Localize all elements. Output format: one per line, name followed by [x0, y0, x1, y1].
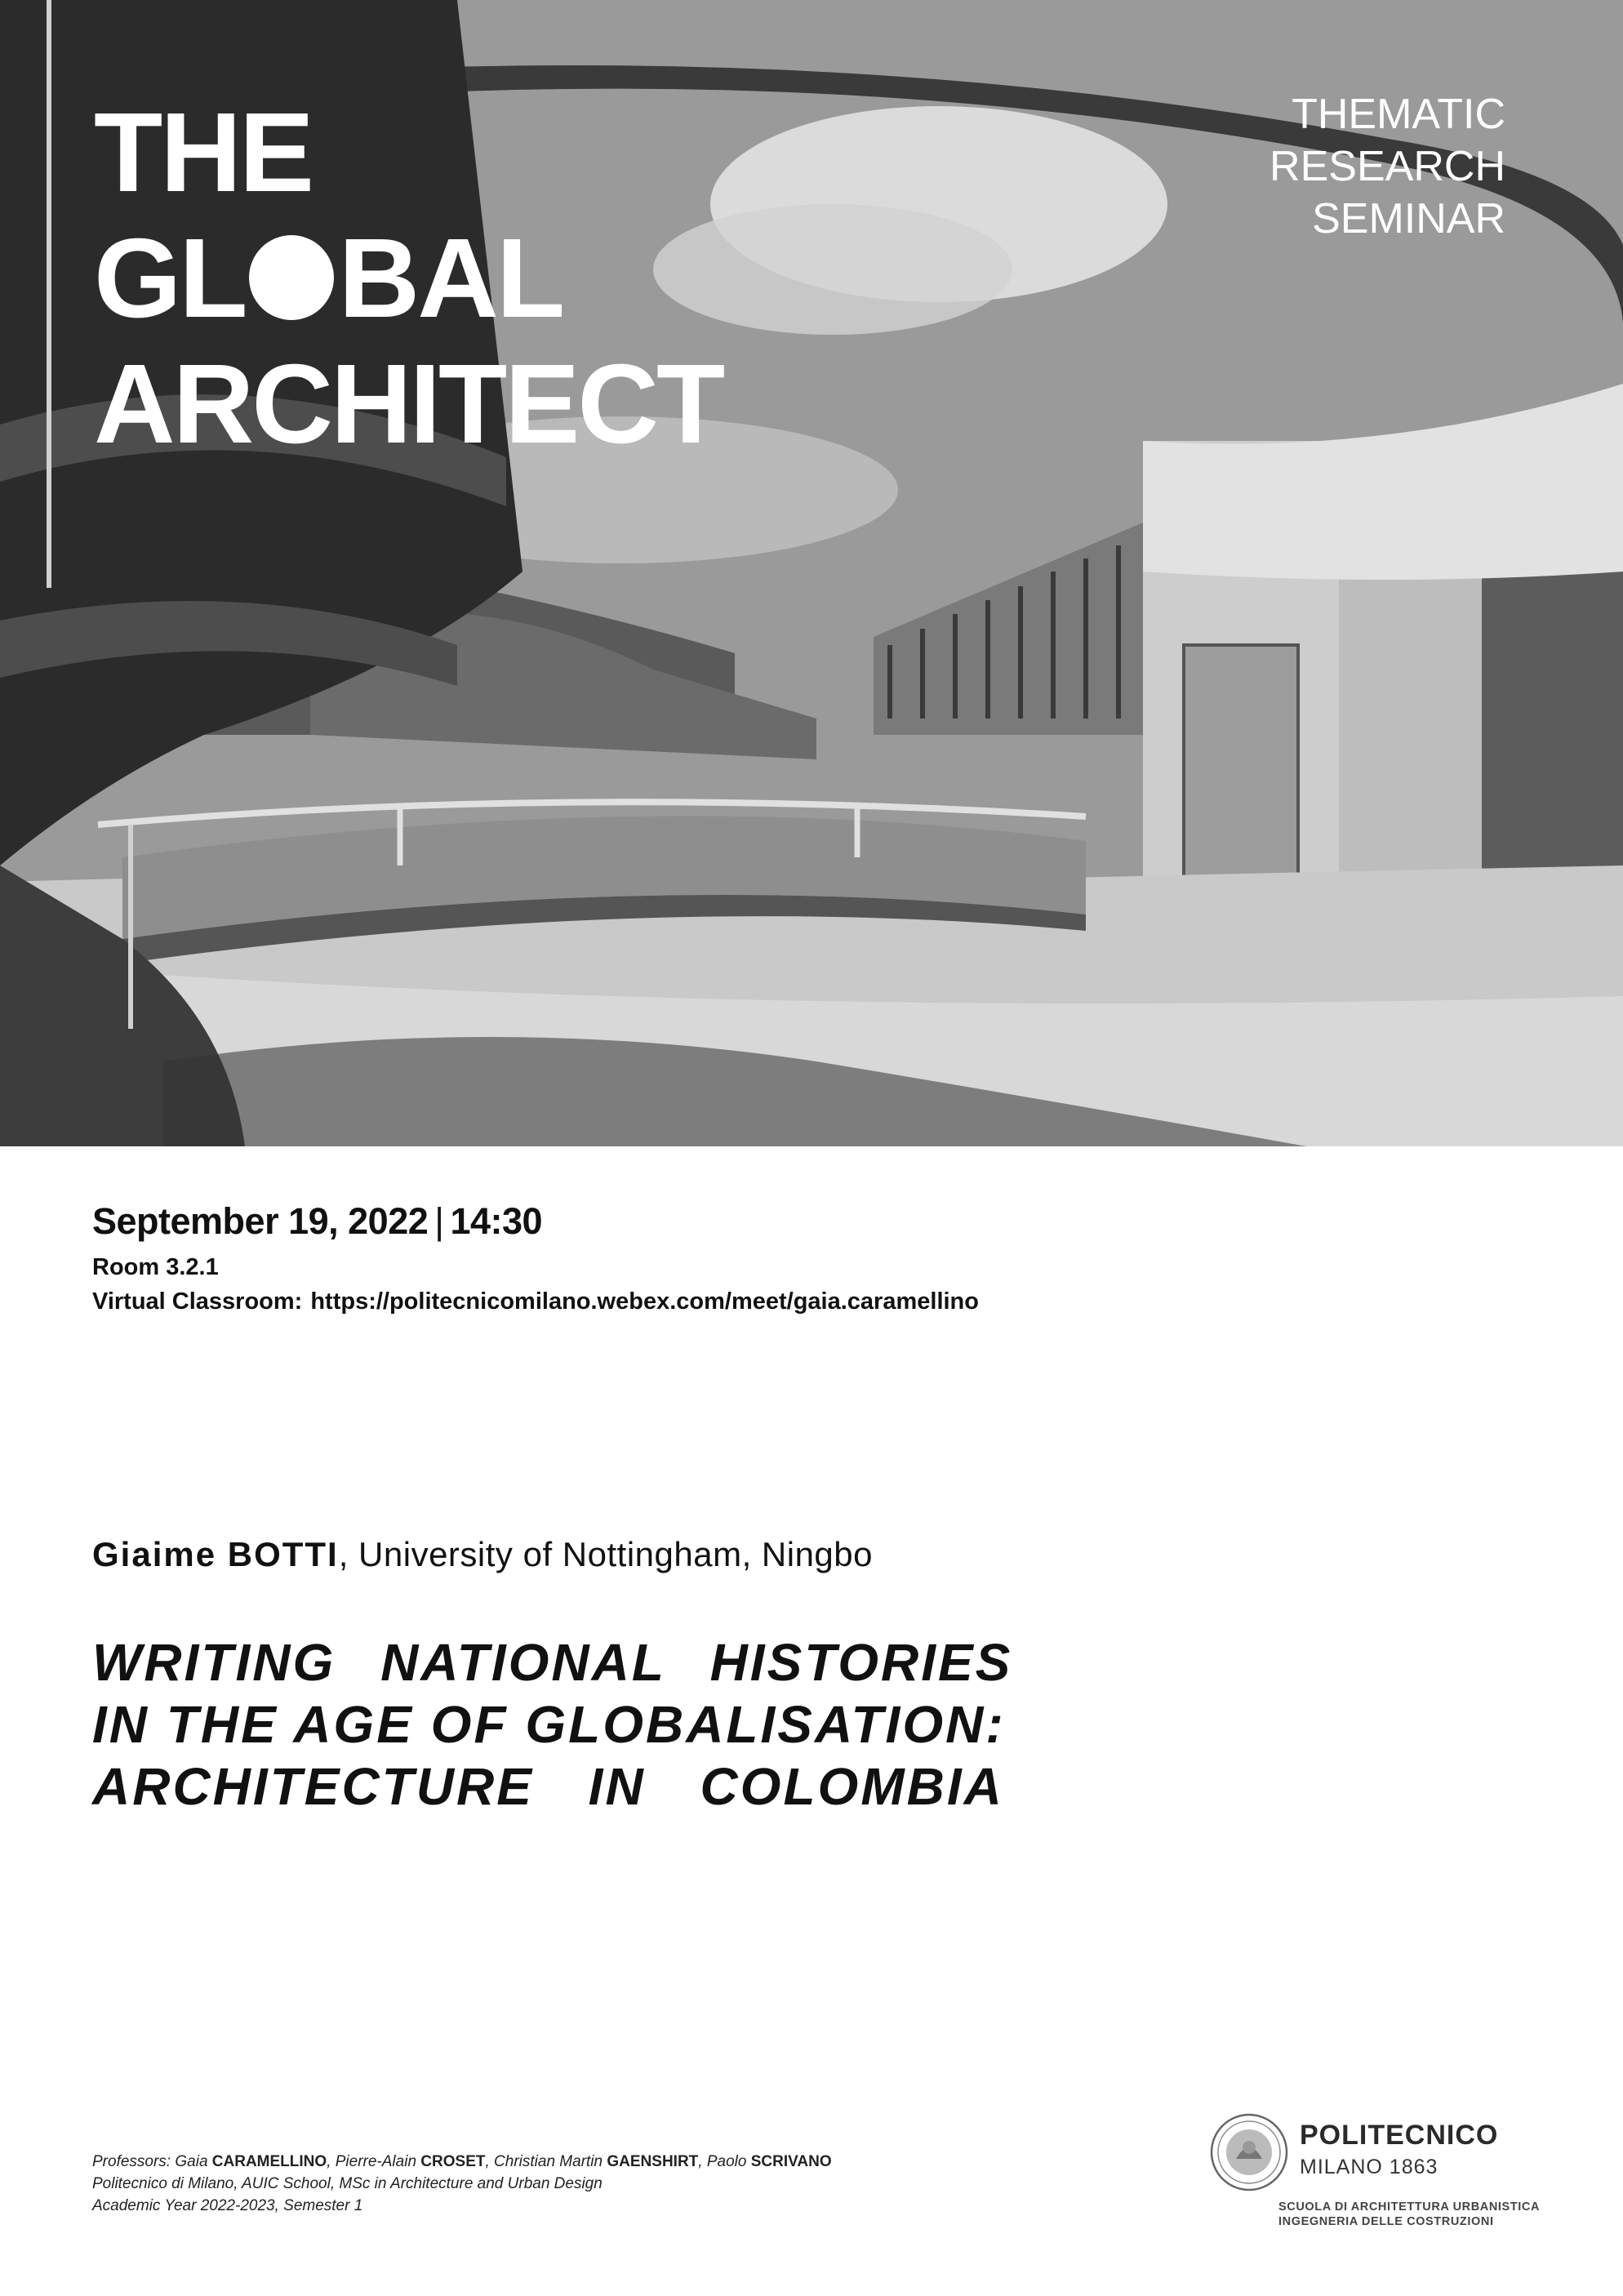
date-time-separator: |: [434, 1200, 444, 1242]
professor-1-first: Gaia: [175, 2153, 208, 2170]
university-name: POLITECNICO: [1300, 2120, 1499, 2151]
title-line-2: [94, 216, 723, 341]
school-line: Politecnico di Milano, AUIC School, MSc in Architecture and Urban Design: [92, 2175, 603, 2192]
title-line-1: THE: [94, 90, 312, 216]
politecnico-logo: [1208, 2111, 1551, 2234]
professor-2-last: CROSET: [420, 2153, 486, 2170]
title-line-3: ARCHITECT: [94, 341, 723, 467]
virtual-classroom-label: Virtual Classroom:: [92, 1288, 303, 1315]
professor-4-first: Paolo: [706, 2153, 747, 2170]
talk-title-line-1: WRITING NATIONAL HISTORIES: [92, 1633, 1013, 1692]
virtual-classroom: [92, 1288, 979, 1315]
speaker-line: [92, 1535, 873, 1574]
virtual-classroom-link[interactable]: https://politecnicomilano.webex.com/meet/gaia.caramellino: [310, 1288, 979, 1315]
talk-title-line-3: ARCHITECTURE IN COLOMBIA: [92, 1757, 1004, 1816]
academic-year-line: Academic Year 2022-2023, Semester 1: [92, 2197, 363, 2214]
professors-line: Professors: Gaia CARAMELLINO, Pierre-Alain CROSET, Christian Martin GAENSHIRT, Paolo SCRIVANO: [92, 2153, 832, 2170]
university-seal-icon: [1208, 2111, 1290, 2193]
professor-2-first: Pierre-Alain: [335, 2153, 417, 2170]
professor-3-last: GAENSHIRT: [607, 2153, 699, 2170]
professor-4-last: SCRIVANO: [750, 2153, 832, 2170]
event-date-time: [92, 1200, 542, 1243]
university-city: MILANO 1863: [1300, 2156, 1438, 2178]
event-time: 14:30: [450, 1200, 543, 1242]
event-date: September 19, 2022: [92, 1200, 429, 1242]
talk-title-line-2: IN THE AGE OF GLOBALISATION:: [92, 1695, 1006, 1754]
hero-photo: [0, 0, 1623, 1146]
kicker-line-3: SEMINAR: [1312, 195, 1505, 243]
professors-label: Professors:: [92, 2153, 171, 2170]
talk-title: [92, 1631, 1012, 1818]
speaker-affiliation: , University of Nottingham, Ningbo: [338, 1535, 873, 1573]
school-name-line-2: INGEGNERIA DELLE COSTRUZIONI: [1278, 2215, 1494, 2228]
speaker-name: Giaime BOTTI: [92, 1535, 339, 1573]
school-name: [1278, 2200, 1540, 2229]
poster-title: [94, 90, 723, 467]
professor-1-last: CARAMELLINO: [211, 2153, 327, 2170]
globe-dot-icon: [249, 235, 334, 320]
school-name-line-1: SCUOLA DI ARCHITETTURA URBANISTICA: [1278, 2200, 1541, 2214]
title-line-2-end: BAL: [338, 216, 563, 341]
kicker-line-1: THEMATIC: [1292, 91, 1505, 138]
professor-3-first: Christian Martin: [494, 2153, 603, 2170]
title-line-2-start: GL: [94, 216, 246, 341]
footer-credits: [92, 2151, 832, 2217]
event-room: Room 3.2.1: [92, 1254, 219, 1280]
kicker-line-2: RESEARCH: [1269, 143, 1505, 190]
seminar-kicker: [1269, 88, 1505, 245]
